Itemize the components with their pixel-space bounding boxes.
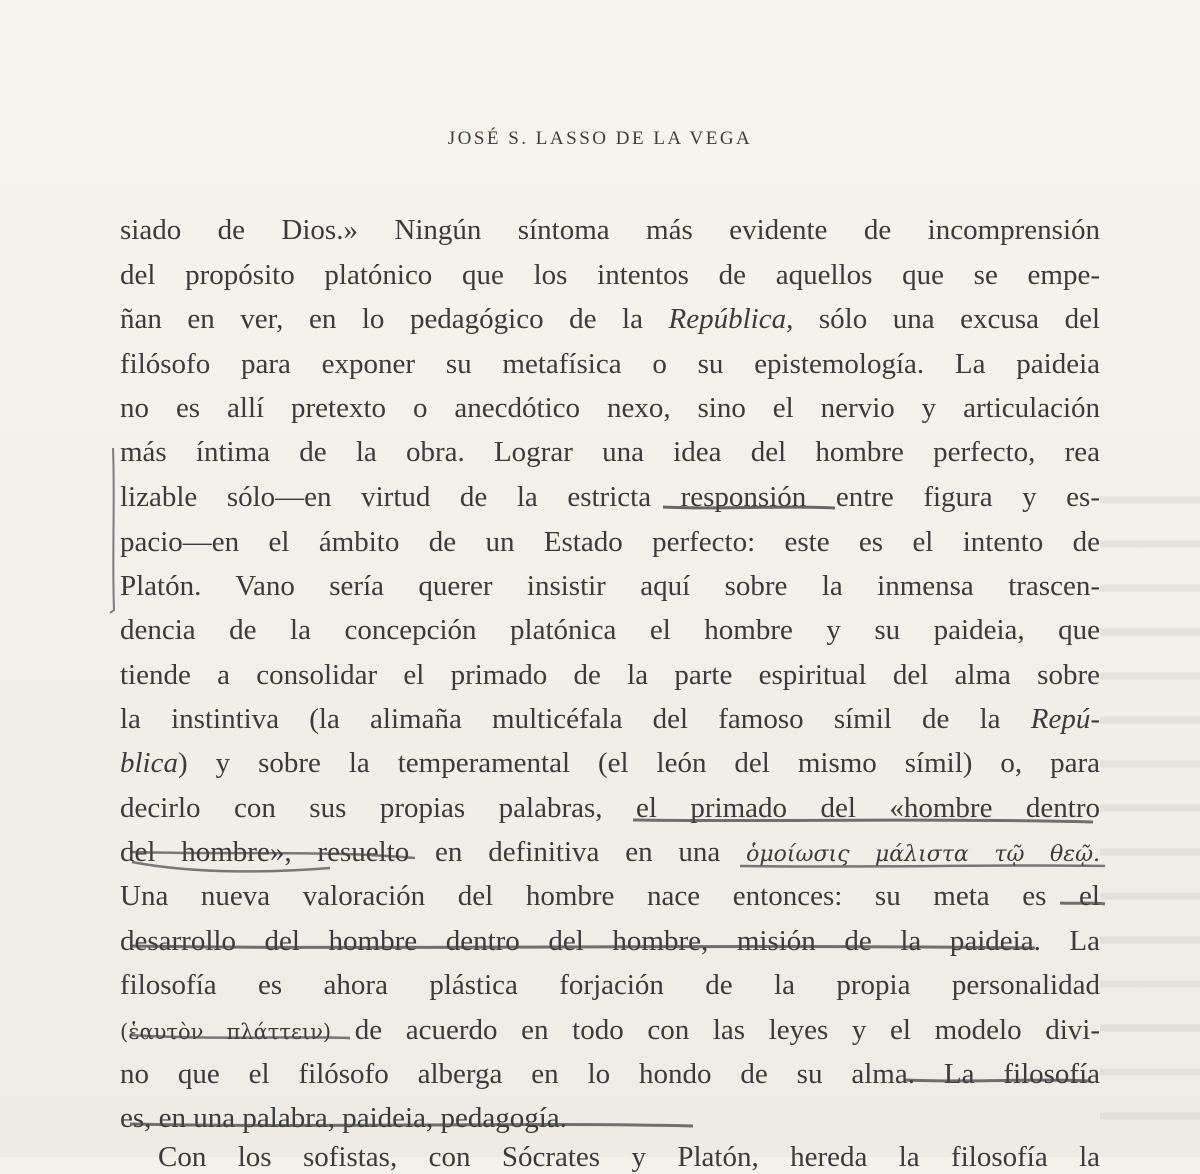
text-line: blica) y sobre la temperamental (el león del mismo símil) o, para [120,747,1100,779]
text-line: Platón. Vano sería querer insistir aquí sobre la inmensa trascen- [120,570,1100,602]
italic-title: República [668,303,787,335]
text-line: del propósito platónico que los intentos de aquellos que se empe- [120,259,1100,291]
text-line: no es allí pretexto o anecdótico nexo, sino el nervio y articulación [120,392,1100,424]
greek-phrase: ὁμοίωσις μάλιστα τῷ θεῷ. [746,842,1100,867]
text-line: lizable sólo—en virtud de la estricta responsión entre figura y es- [120,481,1100,513]
text-line: es, en una palabra, paideia, pedagogía. [120,1102,567,1134]
text-line: tiende a consolidar el primado de la parte espiritual del alma sobre [120,659,1100,691]
text-line: Con los sofistas, con Sócrates y Platón, hereda la filosofía la [158,1141,1100,1173]
text-line: desarrollo del hombre dentro del hombre, misión de la paideia. La [120,925,1100,957]
text-line: siado de Dios.» Ningún síntoma más evidente de incomprensión [120,214,1100,246]
text-line: ñan en ver, en lo pedagógico de la República, sólo una excusa del [120,303,1101,335]
text-line: dencia de la concepción platónica el hombre y su paideia, que [120,614,1100,646]
running-head: JOSÉ S. LASSO DE LA VEGA [447,128,753,149]
margin-bracket [110,448,114,613]
text-line: Una nueva valoración del hombre nace entonces: su meta es el [120,880,1100,912]
italic-title: Repú- [1030,703,1100,735]
text-line: filósofo para exponer su metafísica o su epistemología. La paideia [120,348,1100,380]
text-line: más íntima de la obra. Lograr una idea del hombre perfecto, rea [120,436,1100,468]
text-line: (ἑαυτὸν πλάττειν) de acuerdo en todo con las leyes y el modelo divi- [120,1014,1101,1046]
bleed-through-text [1100,470,1200,1150]
text-line: pacio—en el ámbito de un Estado perfecto: este es el intento de [120,526,1100,558]
greek-phrase: (ἑαυτὸν πλάττειν) [120,1020,332,1044]
text-line: filosofía es ahora plástica forjación de la propia personalidad [120,969,1100,1001]
text-line: la instintiva (la alimaña multicéfala del famoso símil de la Repú- [120,703,1100,735]
text-line: no que el filósofo alberga en lo hondo de su alma. La filosofía [120,1058,1100,1090]
text-line: del hombre», resuelto en definitiva en una ὁμοίωσις μάλιστα τῷ θεῷ. [120,836,1100,868]
italic-title: blica [120,747,178,779]
text-line: decirlo con sus propias palabras, el primado del «hombre dentro [120,792,1100,824]
